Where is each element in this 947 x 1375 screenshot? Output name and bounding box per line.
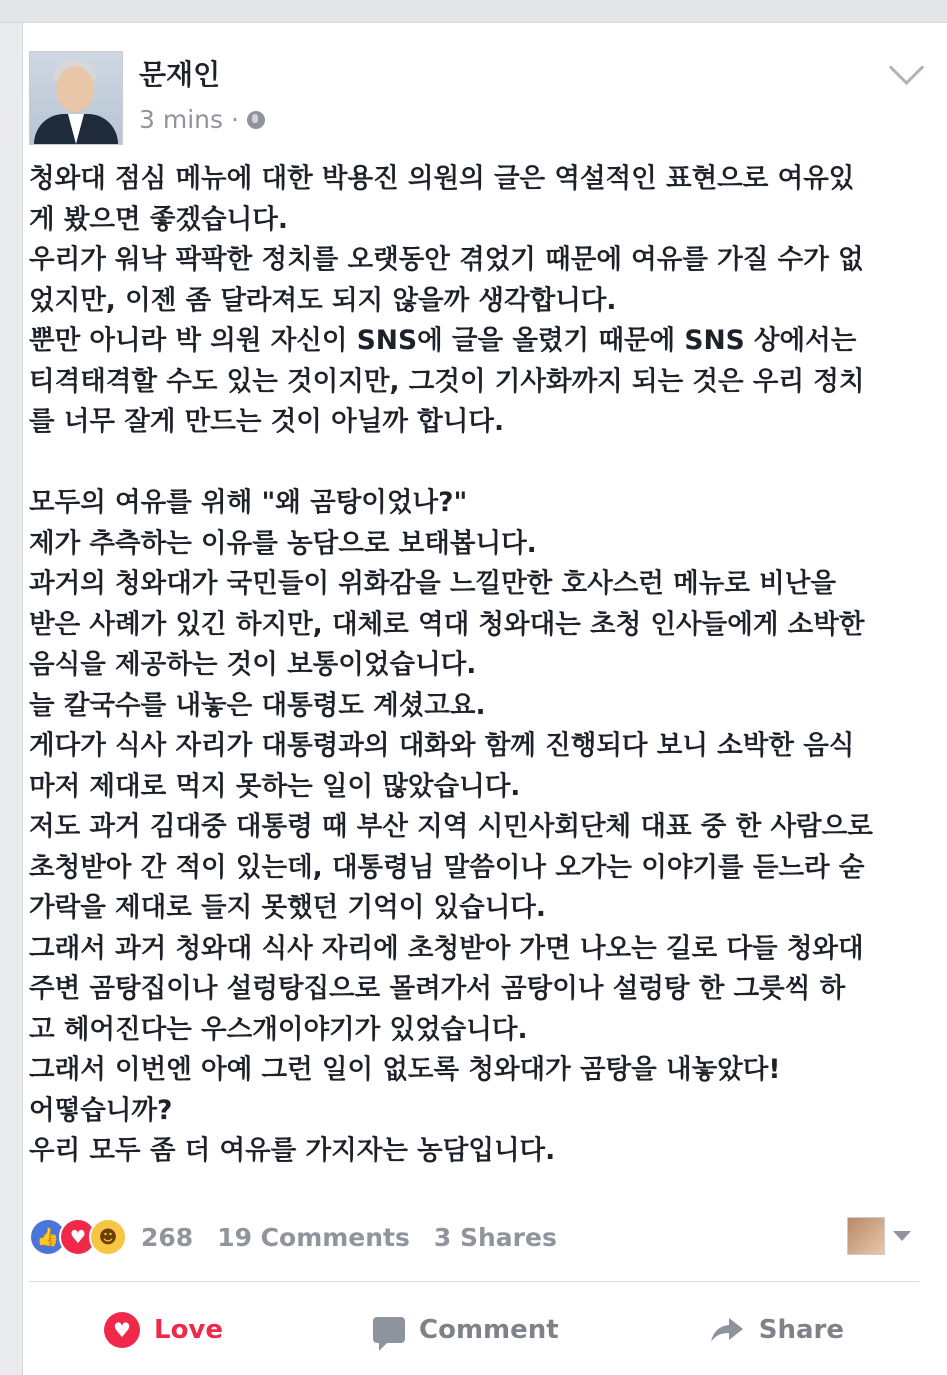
post-text-line: 주변 곰탕집이나 설렁탕집으로 몰려가서 곰탕이나 설렁탕 한 그릇씩 하 bbox=[29, 973, 846, 1004]
post-text-line: 그래서 이번엔 아예 그런 일이 없도록 청와대가 곰탕을 내놓았다! bbox=[29, 1054, 781, 1085]
love-label: Love bbox=[154, 1315, 224, 1345]
heart-icon: ♥ bbox=[104, 1312, 140, 1348]
post-text-line: 뿐만 아니라 박 의원 자신이 SNS에 글을 올렸기 때문에 SNS 상에서는 bbox=[29, 325, 857, 356]
share-label: Share bbox=[758, 1315, 844, 1345]
post-card bbox=[22, 22, 947, 1375]
share-button[interactable] bbox=[709, 1315, 844, 1345]
post-text-line: 어떻습니까? bbox=[29, 1094, 173, 1126]
post-text-line: 티격태격할 수도 있는 것이지만, 그것이 기사화까지 되는 것은 우리 정치 bbox=[29, 365, 865, 397]
post-text-line: 가락을 제대로 들지 못했던 기억이 있습니다. bbox=[29, 892, 546, 923]
post-text-line: 음식을 제공하는 것이 보통이었습니다. bbox=[29, 649, 477, 680]
post-meta bbox=[139, 105, 265, 134]
comment-button[interactable] bbox=[373, 1315, 559, 1345]
post-text-line: 우리 모두 좀 더 여유를 가지자는 농담입니다. bbox=[29, 1135, 556, 1166]
love-button[interactable] bbox=[104, 1312, 223, 1348]
author-avatar[interactable] bbox=[29, 51, 123, 145]
post-text-line: 우리가 워낙 팍팍한 정치를 오랫동안 겪었기 때문에 여유를 가질 수가 없 bbox=[29, 244, 864, 275]
post-text-line: 마저 제대로 먹지 못하는 일이 많았습니다. bbox=[29, 770, 521, 802]
shares-count[interactable]: 3 Shares bbox=[433, 1222, 557, 1252]
meta-separator: · bbox=[231, 105, 239, 134]
post-text-line: 고 헤어진다는 우스개이야기가 있었습니다. bbox=[29, 1013, 528, 1045]
love-icon[interactable]: ♥ bbox=[59, 1218, 97, 1256]
post-text bbox=[29, 159, 929, 1172]
post-text-line: 저도 과거 김대중 대통령 때 부산 지역 시민사회단체 대표 중 한 사람으로 bbox=[29, 811, 873, 842]
comments-count[interactable]: 19 Comments bbox=[217, 1222, 410, 1252]
like-icon[interactable]: 👍 bbox=[29, 1218, 67, 1256]
chevron-down-icon[interactable] bbox=[889, 50, 924, 85]
divider bbox=[29, 1281, 919, 1282]
commenter-avatar[interactable] bbox=[847, 1217, 885, 1255]
reactions-summary bbox=[29, 1215, 919, 1259]
post-text-line: 제가 추측하는 이유를 농담으로 보태봅니다. bbox=[29, 527, 537, 559]
post-text-line: 모두의 여유를 위해 "왜 곰탕이었나?" bbox=[29, 487, 468, 518]
globe-icon bbox=[247, 111, 265, 129]
author-name[interactable]: 문재인 bbox=[139, 58, 221, 91]
post-text-line: 초청받아 간 적이 있는데, 대통령님 말씀이나 오가는 이야기를 듣느라 숟 bbox=[29, 851, 865, 883]
post-text-line: 었지만, 이젠 좀 달라져도 되지 않을까 생각합니다. bbox=[29, 284, 617, 316]
post-text-line: 를 너무 잘게 만드는 것이 아닐까 합니다. bbox=[29, 406, 505, 437]
post-text-line: 게 봤으면 좋겠습니다. bbox=[29, 203, 288, 235]
post-text-line: 과거의 청와대가 국민들이 위화감을 느낄만한 호사스런 메뉴로 비난을 bbox=[29, 568, 836, 599]
post-text-line: 받은 사례가 있긴 하지만, 대체로 역대 청와대는 초청 인사들에게 소박한 bbox=[29, 608, 865, 640]
action-bar bbox=[29, 1305, 919, 1355]
reaction-count[interactable]: 268 bbox=[141, 1222, 194, 1252]
share-icon bbox=[709, 1316, 745, 1344]
top-strip bbox=[0, 0, 947, 23]
caret-down-icon[interactable] bbox=[893, 1231, 911, 1241]
comment-icon bbox=[373, 1317, 405, 1343]
haha-icon[interactable]: ☻ bbox=[89, 1218, 127, 1256]
post-text-line: 그래서 과거 청와대 식사 자리에 초청받아 가면 나오는 길로 다들 청와대 bbox=[29, 932, 864, 964]
post-text-line: 게다가 식사 자리가 대통령과의 대화와 함께 진행되다 보니 소박한 음식 bbox=[29, 730, 855, 761]
post-text-line bbox=[29, 443, 929, 484]
post-text-line: 청와대 점심 메뉴에 대한 박용진 의원의 글은 역설적인 표현으로 여유있 bbox=[29, 163, 855, 194]
post-text-line: 늘 칼국수를 내놓은 대통령도 계셨고요. bbox=[29, 689, 486, 721]
comment-label: Comment bbox=[419, 1315, 559, 1345]
post-timestamp[interactable]: 3 mins bbox=[139, 105, 224, 134]
